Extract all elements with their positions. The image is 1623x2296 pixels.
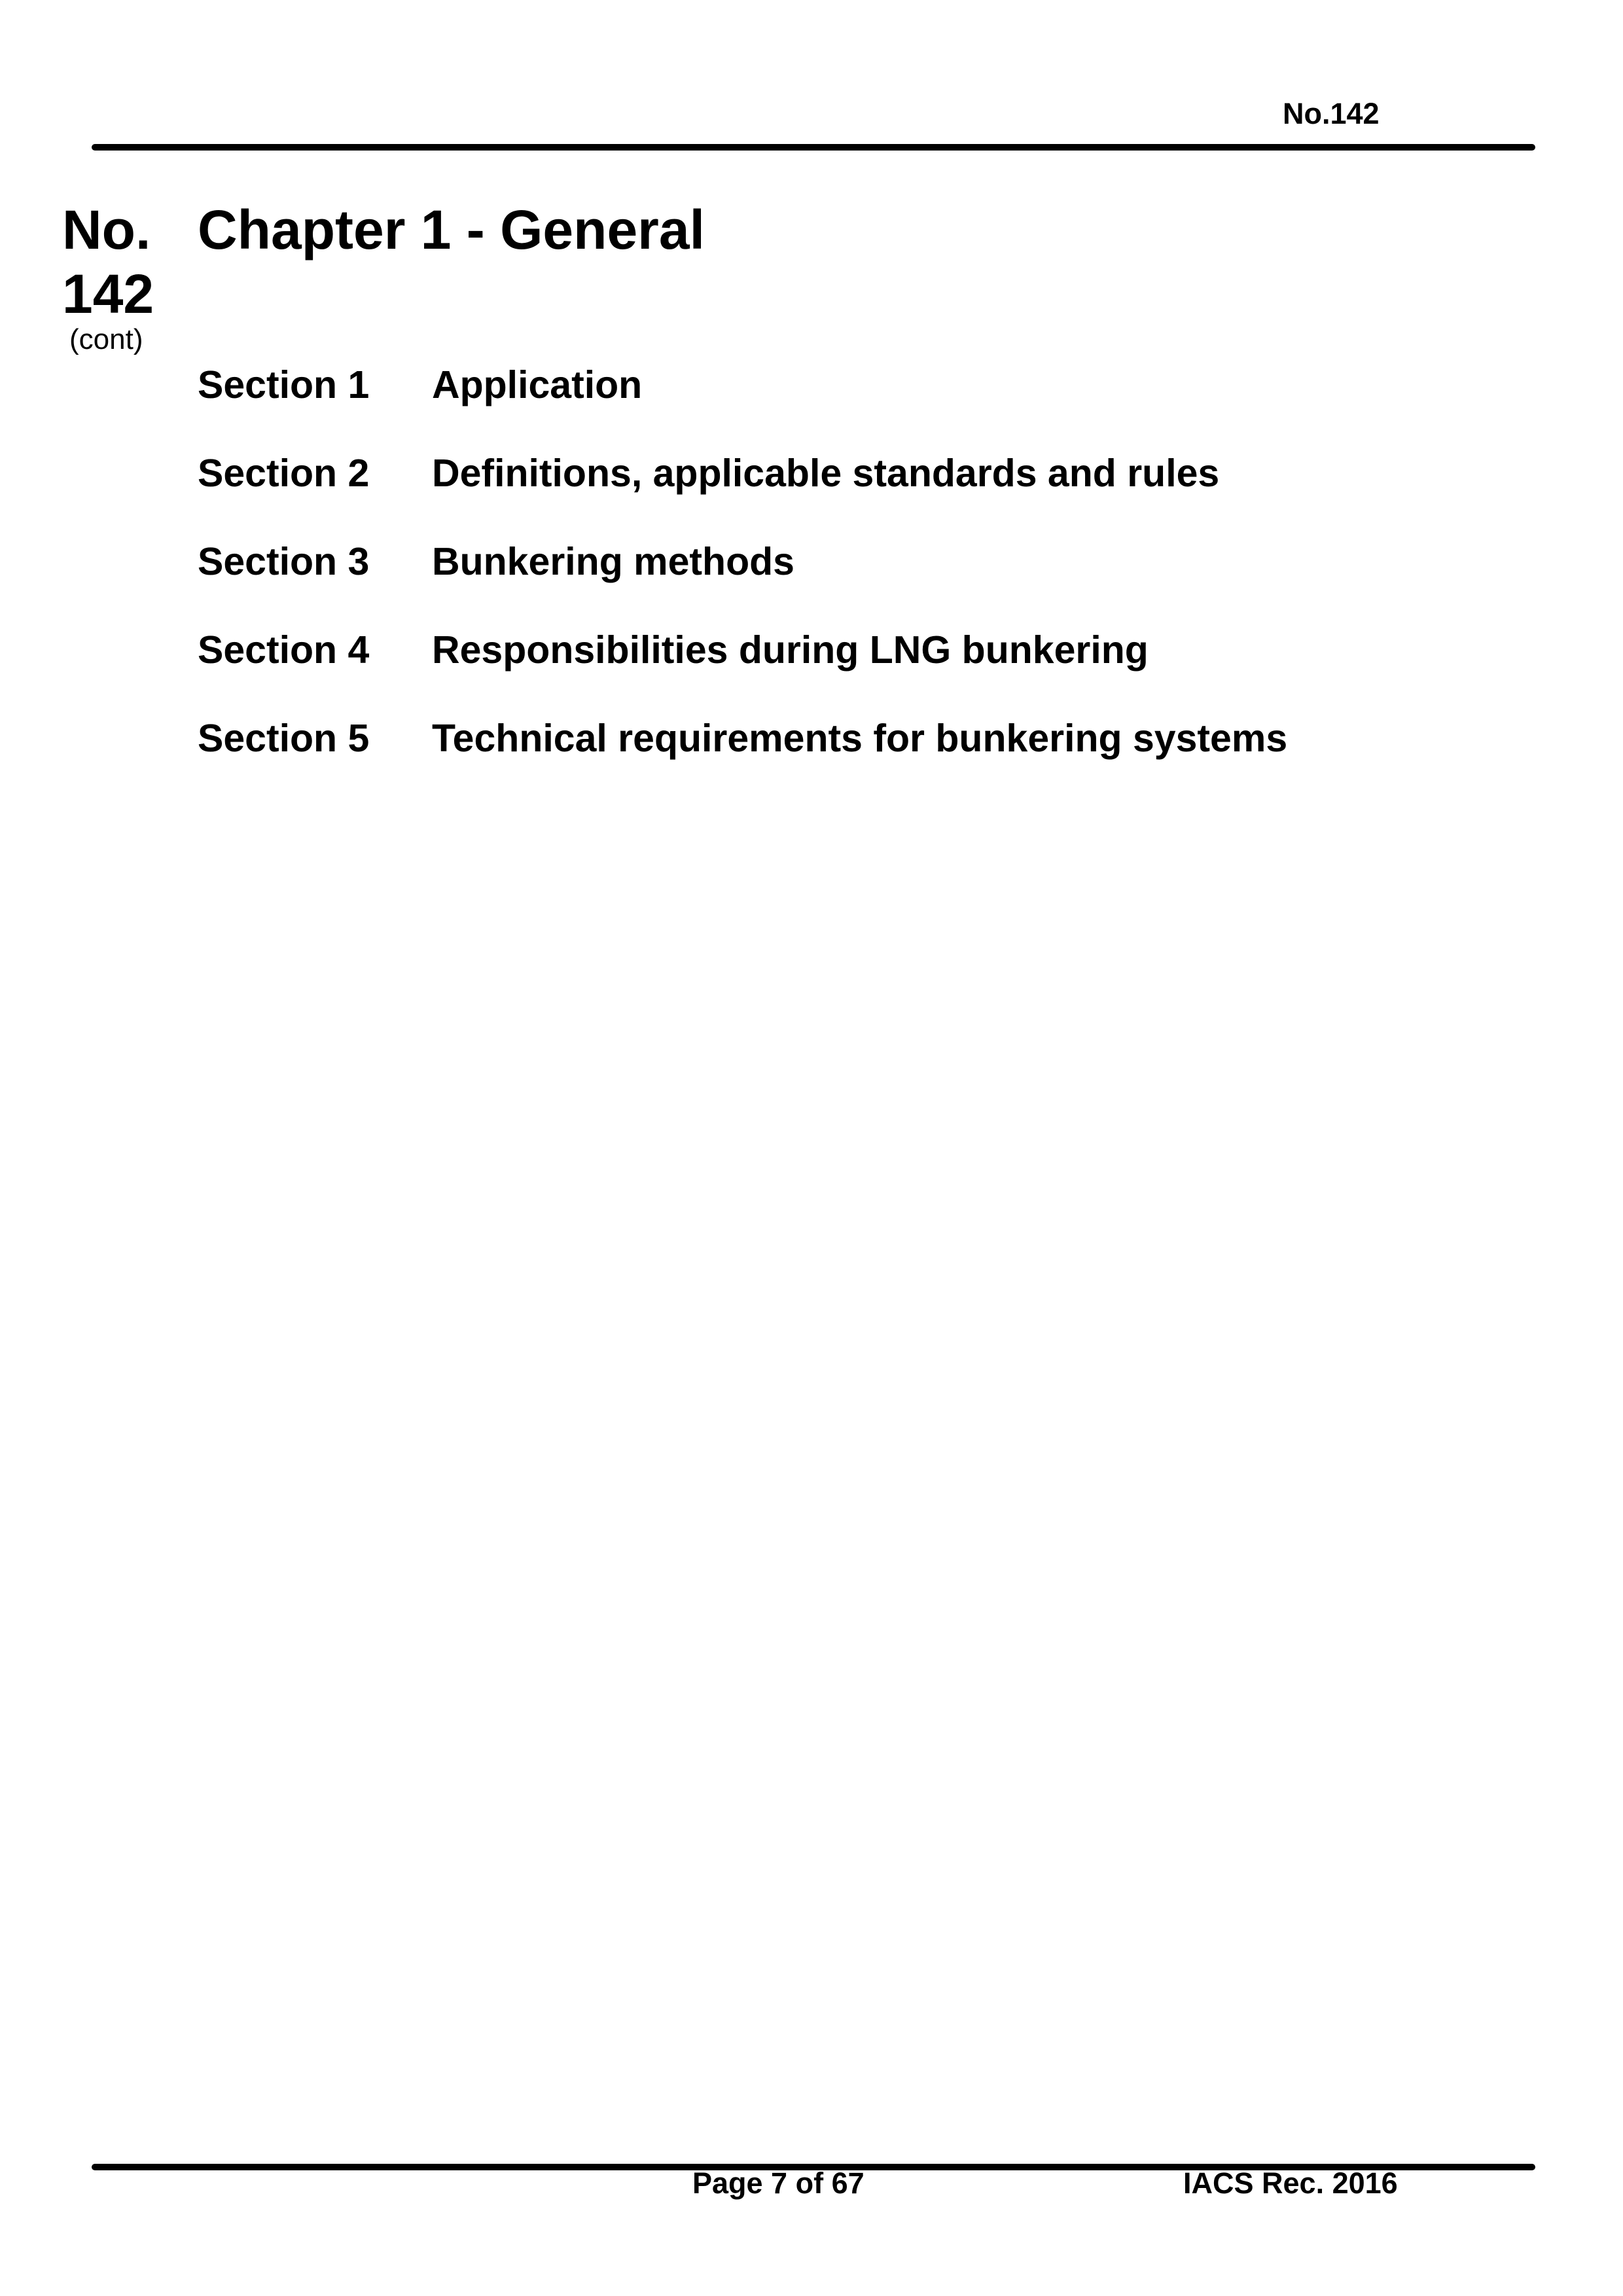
section-title: Responsibilities during LNG bunkering [432,628,1149,672]
side-no-label: No. [62,199,151,260]
section-item-5 [198,712,1287,800]
section-list [198,359,1287,800]
section-label: Section 2 [198,452,370,495]
side-number-value: 142 [62,263,154,325]
side-document-number [62,198,167,326]
section-title: Bunkering methods [432,540,794,583]
section-item-4 [198,624,1287,712]
side-cont-label: (cont) [69,323,143,355]
section-title: Application [432,363,643,406]
section-item-2 [198,447,1287,535]
section-title: Technical requirements for bunkering systems [432,717,1288,760]
header-document-number: No.142 [1283,97,1380,130]
section-label: Section 4 [198,628,370,672]
header-rule [92,144,1535,151]
section-item-1 [198,359,1287,447]
section-title: Definitions, applicable standards and rules [432,452,1220,495]
section-item-3 [198,535,1287,624]
section-label: Section 1 [198,363,370,406]
footer-recommendation: IACS Rec. 2016 [1183,2166,1398,2200]
chapter-title: Chapter 1 - General [198,199,705,260]
footer-page-number: Page 7 of 67 [692,2166,865,2200]
section-label: Section 3 [198,540,370,583]
section-label: Section 5 [198,717,370,760]
